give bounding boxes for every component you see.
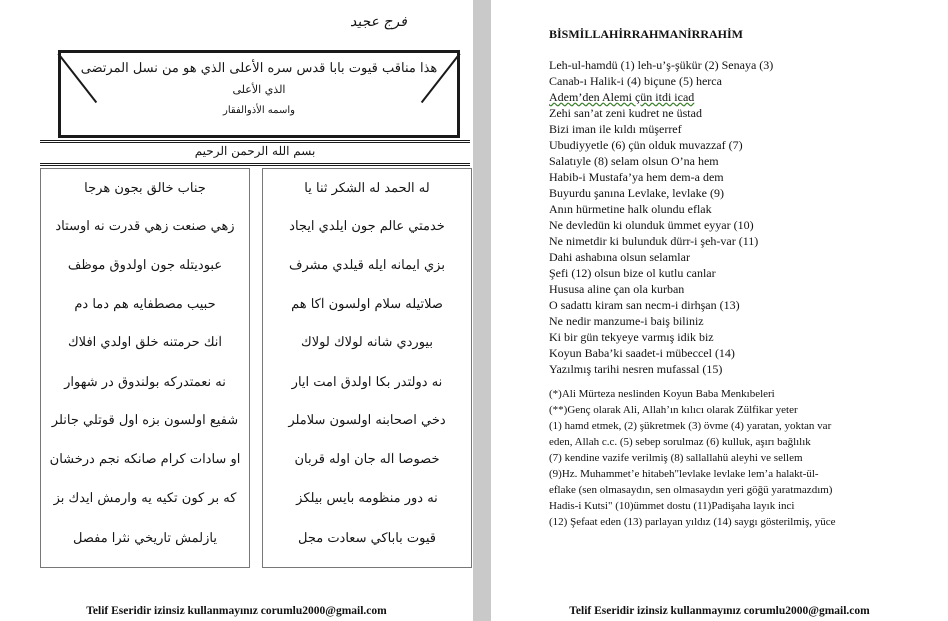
manuscript-line: عبوديتله جون اولدوق موظف xyxy=(67,258,223,273)
page-divider xyxy=(473,0,491,621)
manuscript-image xyxy=(20,8,468,566)
footnote-line: (7) kendine vazife verilmiş (8) sallallahü aleyhi ve sellem xyxy=(549,452,803,464)
manuscript-bismillah: بسم الله الرحمن الرحيم xyxy=(194,144,316,158)
copyright-footer: Telif Eseridir izinsiz kullanmayınız corumlu2000@gmail.com xyxy=(569,605,870,617)
manuscript-line: له الحمد له الشكر ثنا يا xyxy=(304,181,430,196)
manuscript-title-line: واسمه الأذوالفقار xyxy=(223,105,295,116)
verse-line: Salatıyle (8) selam olsun O’na hem xyxy=(549,154,719,168)
manuscript-line: كه بر كون تكيه يه وارمش ايدك بز xyxy=(53,491,237,506)
manuscript-line: شفيع اولسون بزه اول قوتلي جانلر xyxy=(51,413,239,428)
manuscript-page xyxy=(0,0,473,621)
verse-line: Zehi san’at zeni kudret ne üstad xyxy=(549,106,702,120)
verse-line: Anın hürmetine halk olundu eflak xyxy=(549,202,712,216)
manuscript-line: دخي اصحابنه اولسون سلاملر xyxy=(288,413,446,428)
verse-line: Habib-i Mustafa’ya hem dem-a dem xyxy=(549,170,724,184)
manuscript-line: زهي صنعت زهي قدرت نه اوستاد xyxy=(55,219,235,234)
manuscript-line: آنك حرمتنه خلق اولدي افلاك xyxy=(67,335,223,350)
verse-line: Ki bir gün tekyeye varmış idik biz xyxy=(549,330,714,344)
manuscript-left-column xyxy=(40,168,250,568)
verse-line: Bizi iman ile kıldı müşerref xyxy=(549,122,682,136)
verse-line: Adem’den Alemi çün itdi icad xyxy=(549,90,695,104)
manuscript-line: قيوت باباكي سعادت مجل xyxy=(297,531,437,546)
manuscript-line: بيوردي شانه لولاك لولاك xyxy=(301,335,433,350)
manuscript-line: نه دولتدر بكا اولدق امت ايار xyxy=(291,375,443,390)
manuscript-line: خصوصا آله جان اوله قربان xyxy=(294,452,440,467)
manuscript-right-column xyxy=(262,168,472,568)
verse-line: Şefi (12) olsun bize ol kutlu canlar xyxy=(549,266,716,280)
manuscript-title-line: الذي الأعلى xyxy=(232,83,286,96)
footnote-line: eflake (sen olmasaydın, sen olmasaydın yeri göğü yaratmazdım) xyxy=(549,484,833,496)
manuscript-line: خدمتي عالم جون ايلدي ايجاد xyxy=(289,219,445,234)
transcription-page xyxy=(491,0,948,621)
manuscript-line: نه نعمتدركه بولندوق در شهوار xyxy=(64,375,226,390)
footnote-line: (*)Ali Mürteza neslinden Koyun Baba Menkıbeleri xyxy=(549,388,775,400)
copyright-footer: Telif Eseridir izinsiz kullanmayınız corumlu2000@gmail.com xyxy=(86,605,387,617)
manuscript-title-box xyxy=(58,50,460,138)
manuscript-line: جناب خالق بجون هرجا xyxy=(84,181,206,196)
manuscript-signature: فرج عجيد xyxy=(350,14,407,30)
verse-line: Ne nimetdir ki bulunduk dürr-i şeh-var (11) xyxy=(549,234,759,248)
footnote-line: (1) hamd etmek, (2) şükretmek (3) övme (4) yaratan, yoktan var xyxy=(549,420,832,432)
verse-line: Ubudiyyetle (6) çün olduk muvazzaf (7) xyxy=(549,138,743,152)
verse-line: O sadattı kiram san necm-i dirhşan (13) xyxy=(549,298,740,312)
manuscript-bismillah-band xyxy=(40,140,470,166)
manuscript-title-line: هذا مناقب قيوت بابا قدس سره الأعلى الذي هو من نسل المرتضى xyxy=(80,61,438,76)
manuscript-line: حبيب مصطفايه هم دما دم xyxy=(74,297,216,312)
transcription-title: BİSMİLLAHİRRAHMANİRRAHİM xyxy=(549,27,744,41)
footnote-line: (12) Şefaat eden (13) parlayan yıldız (14) saygı gösterilmiş, yüce xyxy=(549,516,836,528)
footnote-line: (**)Genç olarak Ali, Allah’ın kılıcı olarak Zülfikar yeter xyxy=(549,404,798,416)
footnote-line: (9)Hz. Muhammet’e hitabeh"levlake levlake lem’a halakt-ül- xyxy=(549,468,819,480)
verse-line: Hususa aline çan ola kurban xyxy=(549,282,685,296)
verse-line: Ne nedir manzume-i baiş biliniz xyxy=(549,314,704,328)
manuscript-line: نه دور منظومه بايس بيلكز xyxy=(296,491,438,506)
verse-line: Dahi ashabına olsun selamlar xyxy=(549,250,690,264)
verse-line: Yazılmış tarihi nesren mufassal (15) xyxy=(549,362,723,376)
verse-line: Buyurdu şanına Levlake, levlake (9) xyxy=(549,186,724,200)
verse-line: Canab-ı Halik-i (4) biçune (5) herca xyxy=(549,74,722,88)
manuscript-line: يازلمش تاريخي نثرا مفصل xyxy=(73,531,217,546)
verse-line: Koyun Baba’ki saadet-i mübeccel (14) xyxy=(549,346,735,360)
verse-line: Ne devledün ki olunduk ümmet eyyar (10) xyxy=(549,218,754,232)
manuscript-line: او سادات كرام صانكه نجم درخشان xyxy=(49,452,241,467)
verse-line: Leh-ul-hamdü (1) leh-u’ş-şükür (2) Senaya (3) xyxy=(549,58,774,72)
manuscript-line: صلاتيله سلام اولسون آكا هم xyxy=(291,297,443,312)
footnote-line: Hadis-i Kutsi" (10)ümmet dostu (11)Padişaha layık inci xyxy=(549,500,795,512)
footnote-line: eden, Allah c.c. (5) sebep sorulmaz (6) kulluk, aşırı bağlılık xyxy=(549,436,811,448)
manuscript-line: بزي ايمانه ايله قيلدي مشرف xyxy=(289,258,445,273)
